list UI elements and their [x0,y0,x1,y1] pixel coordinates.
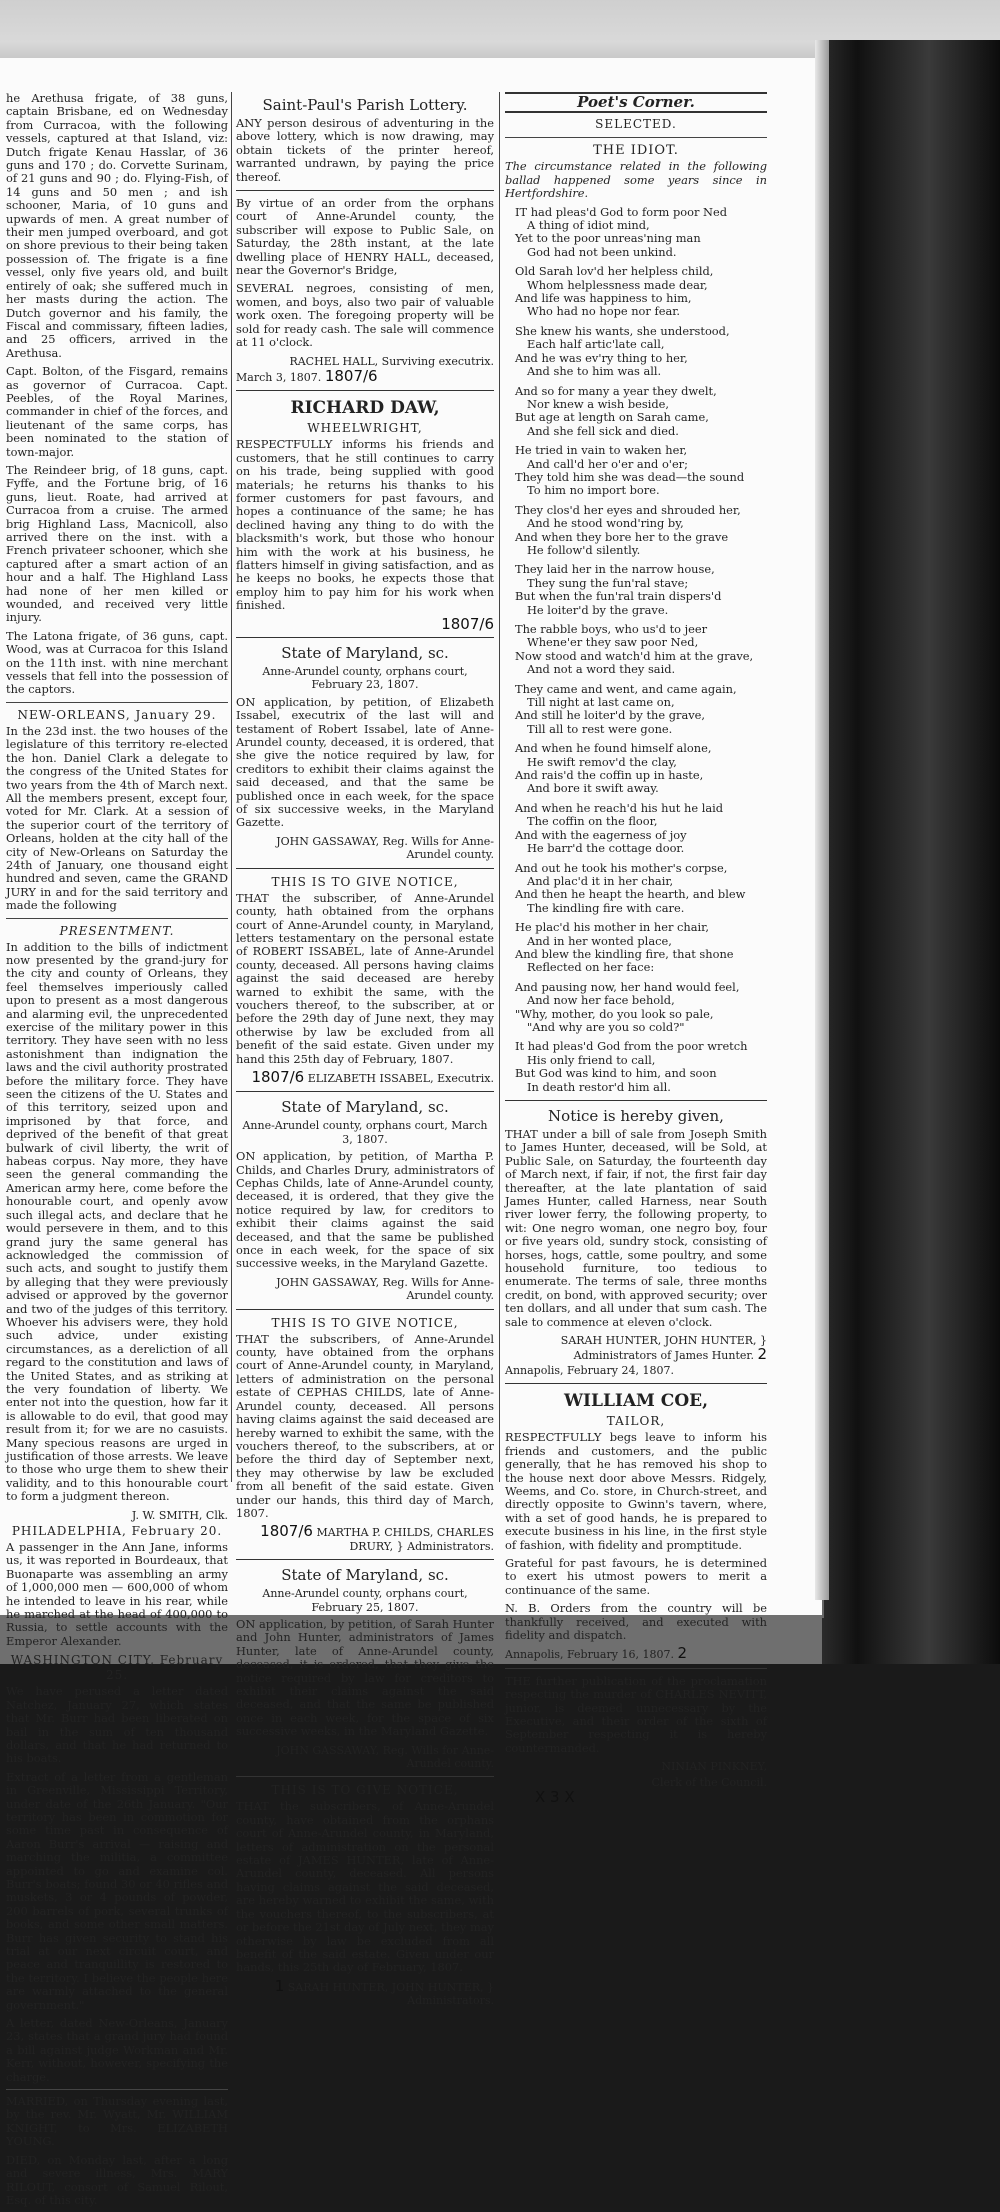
poem-title: THE IDIOT. [593,143,679,159]
poem-line: They told him she was dead—the sound [515,469,745,484]
coe-name: WILLIAM COE, [563,1391,709,1412]
poem-line: But God was kind to him, and soon [515,1066,717,1081]
hunter-sale-title: Notice is hereby given, [548,1107,724,1125]
poem-line: And not a word they said. [527,662,676,677]
poem-line: And bore it swift away. [527,781,659,796]
poem-line: It had pleas'd God from the poor wretch [515,1039,748,1054]
poem-line: And pausing now, her hand would feel, [515,979,740,994]
dateline-washington: WASHINGTON CITY, February 25. [10,1653,224,1683]
coe-handwritten-note: 2 [677,1644,687,1663]
poem-line: And rais'd the coffin up in haste, [515,768,704,783]
coe-text-nb: N. B. Orders from the country will be thankfully received, and executed with fidelity and dispatch. [505,1601,767,1642]
poem-line: He follow'd silently. [527,542,641,557]
poem-line: He plac'd his mother in her chair, [515,920,709,935]
dateline-new-orleans: NEW-ORLEANS, January 29. [17,707,217,722]
column-rule-2 [499,92,500,1482]
poem-line: Reflected on her face: [527,960,655,975]
bottom-handwritten-marks: X 3 X [535,1788,575,1807]
column-middle [236,92,494,2010]
notice3-title: THIS IS TO GIVE NOTICE, [271,1783,459,1798]
poem-line: Whene'er they saw poor Ned, [527,635,699,650]
poem-line: They sung the fun'ral stave; [527,575,689,590]
daw-text: RESPECTFULLY informs his friends and customers, that he still continues to carry on his trade, being supplied with good materials; he returns his thanks to his former customers for past favours, and hopes a continuance of the same; he has declined having any thing to do with the blacksmith's work, but those who honour him with the work at his business, he flatters himself in giving satisfaction, and as he keeps no books, he expects those that employ him to pay him for his work when finished. [236,437,494,613]
md3-text: ON application, by petition, of Sarah Hunter and John Hunter, administrators of James Hunter, late of Anne-Arundel county, deceased, it is ordered, that they give the notice required by law for creditors to exhibit their claims against the said deceased, and that the same be published once in each week, for the space of six successive weeks, in the Maryland Gazette. [236,1616,494,1739]
presentment-signature: J. W. SMITH, Clk. [131,1508,228,1522]
poem-line: His only friend to call, [527,1052,656,1067]
proclamation-signature-name: NINIAN PINKNEY, [661,1760,767,1774]
poem-line: He loiter'd by the grave. [527,602,669,617]
md2-date: Anne-Arundel county, orphans court, March 3, 1807. [242,1119,488,1146]
lottery-text: ANY person desirous of adventuring in the above lottery, which is now drawing, may obtain tickets of the printer hereof, warranted undrawn, by paying the price thereof. [236,116,494,184]
hall-sale-order: By virtue of an order from the orphans court of Anne-Arundel county, the subscriber will expose to Public Sale, on Saturday, the 28th instant, at the late dwelling place of HENRY HALL, deceased, near the Governor's Bridge, [236,196,494,278]
coe-trade: TAILOR, [606,1414,666,1429]
poem-line: Each half artic'late call, [527,337,665,352]
notice-married: MARRIED, on Thursday evening last, by the rev. Mr. Wyatt, Mr. WILLIAM KNIGHT, to Mrs. ELIZABETH YOUNG. [6,2094,228,2149]
poem-line: And now her face behold, [527,993,675,1008]
poem-line: He tried in vain to waken her, [515,443,688,458]
poem-line: She knew his wants, she understood, [515,323,730,338]
poem-line: And call'd her o'er and o'er; [527,456,688,471]
poem-line: Whom helplessness made dear, [527,277,708,292]
poem-line: But when the fun'ral train dispers'd [515,589,722,604]
poem-line: Now stood and watch'd him at the grave, [515,648,754,663]
presentment-text: In addition to the bills of indictment now presented by the grand-jury for the city and county of Orleans, they feel themselves imperiously called upon to present as a most dangerous and alarming evil, the unprecedented exercise of the military power in this territory. They have seen with no less astonishment than indignation the laws and the civil authority prostrated before the military force. They have seen the citizens of the U. States and of this territory, seized upon and imprisoned by that force, and deprived of the benefit of that great bulwark of civil liberty, the writ of habeas corpus. Nay more, they have seen the general commanding the American army here, come before the honourable court, and openly avow such illegal acts, and declare that he would persevere in them, and to this grand jury the same general has acknowledged the commission of such acts, and sought to justify them by alleging that they were previously advised or approved by the governor and two of the judges of this territory. Whoever his advisers were, they hold such advice, under existing circumstances, as a dereliction of all regard to the constitution and laws of the United States, and as striking at the very foundation of liberty. We enter not into the question, how far it is allowable to do evil, that good may result from it; for we are no casuists. Many specious reasons are urged in justification of those arrests. We leave to those who urge them to shew their validity, and to this honourable court to form a judgment thereon. [6,939,228,1504]
poem-line: And he stood wond'ring by, [527,516,684,531]
hall-sale-text: SEVERAL negroes, consisting of men, women, and boys, also two pair of valuable work oxen. The foregoing property will be sold for ready cash. The sale will commence at 11 o'clock. [236,281,494,350]
column-rule-1 [231,92,232,1482]
issabel-handwritten-note: 1807/6 [251,1067,305,1086]
poem-line: Yet to the poor unreas'ning man [515,231,701,246]
news-new-orleans: In the 23d inst. the two houses of the legislature of this territory re-elected the hon. Daniel Clark a delegate to the congress of the United States for two years from the 4th of March next. All the members present, except four, voted for Mr. Clark. At a session of the superior court of the territory of Orleans, holden at the city hall of the city of New-Orleans on Saturday the 24th of January, one thousand eight hundred and seven, came the GRAND JURY in and for the said territory and made the following [6,723,228,913]
poem-line: They laid her in the narrow house, [515,562,715,577]
md2-signature: JOHN GASSAWAY, Reg. Wills for Anne-Arundel county. [276,1275,494,1303]
poem-line: God had not been unkind. [527,244,677,259]
coe-text-gratitude: Grateful for past favours, he is determined to exert his utmost powers to merit a continuance of the same. [505,1555,767,1597]
poem-line: They clos'd her eyes and shrouded her, [515,502,741,517]
hunter-handwritten-note: 2 [757,1344,767,1363]
poem-line: The rabble boys, who us'd to jeer [515,622,708,636]
childs-handwritten-note: 1807/6 [260,1522,313,1541]
md2-text: ON application, by petition, of Martha P. Childs, and Charles Drury, administrators of Cephas Childs, late of Anne-Arundel county, deceased, it is ordered, that they give the notice required by law, for creditors to exhibit their claims against the said deceased, and that the same be published once in each week, for the space of six successive weeks, in the Maryland Gazette. [236,1149,494,1271]
news-bolton: Capt. Bolton, of the Fisgard, remains as governor of Curracoa. Capt. Peebles, of the Royal Marines, commander in chief of the forces, and lieutenant of the same corps, has been nominated to the station of town-major. [6,364,228,459]
poem-line: And blew the kindling fire, that shone [515,946,734,961]
md3-signature: JOHN GASSAWAY, Reg. Wills for Anne-Arundel county. [276,1743,494,1771]
poem-line: And out he took his mother's corpse, [515,860,728,875]
poem-line: Who had no hope nor fear. [527,304,681,319]
md2-title: State of Maryland, sc. [281,1098,449,1117]
page-edge [815,40,829,1600]
column-right [505,92,767,1807]
poem-line: He swift remov'd the clay, [527,754,677,769]
poem-line: And when he found himself alone, [515,741,712,756]
md1-signature: JOHN GASSAWAY, Reg. Wills for Anne-Arundel county. [276,834,494,862]
notice2-text: THAT the subscribers, of Anne-Arundel county, have obtained from the orphans court of Anne-Arundel county, in Maryland, letters of administration on the personal estate of CEPHAS CHILDS, late of Anne-Arundel county, deceased. All persons having claims against the said deceased are hereby warned to exhibit the same, with the vouchers thereof, to the subscribers, at or before the third day of September next, they may otherwise by law be excluded from all benefit of the said estate. Given under our hands, this third day of March, 1807. [236,1331,494,1520]
notice3-text: THAT the subscribers, of Anne-Arundel county, have obtained from the orphans court of Anne-Arundel county, in Maryland, letters of administration on the personal estate of JAMES HUNTER, late of Anne-Arundel county, deceased. All persons having claims against the said deceased, are hereby warned to exhibit the same, with the vouchers thereof, to the subscribers, at or before the 21st day of July next, they may otherwise by law be excluded from all benefit of the said estate. Given under our hands, this 25th day of February, 1807. [236,1799,494,1975]
poem-line: In death restor'd him all. [527,1079,671,1094]
hunter-sale-date: Annapolis, February 24, 1807. [505,1363,674,1377]
notice1-title: THIS IS TO GIVE NOTICE, [271,874,459,889]
poem-line: To him no import bore. [527,483,660,498]
notice-died: DIED, on Monday last, after a long and severe illness, Mrs. MARY RILOUT, consort of Samuel Rilout, Esq. of this city. [6,2152,228,2207]
hunter-sale-text: THAT under a bill of sale from Joseph Smith to James Hunter, deceased, will be Sold, at Public Sale, on Saturday, the fourteenth day of March next, if fair, if not, the first fair day thereafter, at the late plantation of said James Hunter, called Harness, near South river lower ferry, the following property, to wit: One negro woman, one negro boy, four or five years old, sundry stock, consisting of horses, hogs, cattle, some poultry, and some household furniture, too tedious to enumerate. The terms of sale, three months credit, on bond, with approved security; over ten dollars, and all under that sum cash. The sale to commence at eleven o'clock. [505,1127,767,1329]
notice3-signature: 1 SARAH HUNTER, JOHN HUNTER, } Administrators. [274,1976,494,2008]
coe-text: RESPECTFULLY begs leave to inform his friends and customers, and the public generally, that he has removed his shop to the house next door above Messrs. Ridgely, Weems, and Co. store, in Church-street, and directly opposite to Gwinn's tavern, where, with a set of good hands, he is prepared to execute business in his line, in the first style of fashion, with fidelity and promptitude. [505,1430,767,1552]
poem-line: And still he loiter'd by the grave, [515,708,706,723]
proclamation-text: THE further publication of the proclamation respecting the murder of CHARLES NEVITT, junior, is deemed unnecessary by the Executive, and their order of the sixth of September respecting it is hereby countermanded. [505,1673,767,1755]
poem-line: And she fell sick and died. [527,423,679,438]
poem-line: And life was happiness to him, [515,291,692,306]
poem-line: A thing of idiot mind, [527,218,650,233]
poem-line: And when they bore her to the grave [515,529,729,544]
hunter-sale-signature: SARAH HUNTER, JOHN HUNTER, } Administrators of James Hunter. 2 [560,1334,767,1363]
news-arethusa: he Arethusa frigate, of 38 guns, captain Brisbane, ed on Wednesday from Curracoa, with the following vessels, captured at that Island, viz: Dutch frigate Kenau Hasslar, of 36 guns and 170 ; do. Corvette Surinam, of 21 guns and 90 ; do. Flying-Fish, of 14 guns and 50 men ; and ish schooner, Maria, of 10 guns and upwards of men. A great number of their men jumped overboard, and got on shore previous to their being taken possession of. The frigate is a fine vessel, only five years old, and built entirely of oak; she suffered much in her masts during the action. The Dutch governor and his family, the Fiscal and commissary, fifteen ladies, and 25 officers, arrived in the Arethusa. [6,91,228,360]
poem-line: And plac'd it in her chair, [527,873,674,888]
dateline-philadelphia: PHILADELPHIA, February 20. [11,1524,223,1539]
poem-line: And then he heapt the hearth, and blew [515,887,746,902]
proclamation-signature-title: Clerk of the Council. [651,1775,767,1789]
daw-handwritten-note: 1807/6 [441,614,494,633]
poem-line: "And why are you so cold?" [527,1019,685,1034]
poem-line: And she to him was all. [527,364,662,379]
md1-date: Anne-Arundel county, orphans court, February 23, 1807. [262,665,468,692]
poem-line: Till all to rest were gone. [527,721,673,736]
poets-corner-banner: Poet's Corner. [505,92,767,113]
lottery-title: Saint-Paul's Parish Lottery. [262,96,468,114]
poem-line: And in her wonted place, [527,933,672,948]
daw-trade: WHEELWRIGHT, [307,421,423,436]
coe-date: Annapolis, February 16, 1807. 2 [505,1644,687,1663]
poem-line: Till night at last came on, [527,695,675,710]
poem-line: And he was ev'ry thing to her, [515,350,688,365]
poem-line: But age at length on Sarah came, [515,410,709,425]
hall-date: March 3, 1807. 1807/6 [236,366,378,385]
poem-line: IT had pleas'd God to form poor Ned [515,204,728,219]
poem-line: Nor knew a wish beside, [527,396,670,411]
news-philadelphia: A passenger in the Ann Jane, informs us, it was reported in Bourdeaux, that Buonaparte was assembling an army of 1,000,000 men — 600,000 of whom he intended to leave in his rear, while he marched at the head of 400,000 to Russia, to settle accounts with the Emperor Alexander. [6,1540,228,1648]
md3-date: Anne-Arundel county, orphans court, February 25, 1807. [262,1587,468,1614]
news-reindeer: The Reindeer brig, of 18 guns, capt. Fyffe, and the Fortune brig, of 16 guns, lieut. Roate, had arrived at Curracoa from a cruise. The armed brig Highland Lass, Macnicoll, also arrived there on the inst. with a French privateer schooner, which she captured after a smart action of an hour and a half. The Highland Lass had none of her men killed or wounded, and received very little injury. [6,462,228,625]
news-washington-burr: We have perused a letter dated Natchez, January 27, which states that Mr. Burr had been liberated on bail in the sum of ten thousand dollars, and that he had returned to his boats. [6,1684,228,1766]
notice2-title: THIS IS TO GIVE NOTICE, [271,1315,459,1330]
hall-signature: RACHEL HALL, Surviving executrix. [289,354,494,368]
poem-line: He barr'd the cottage door. [527,841,685,856]
news-grand-jury: A letter, dated New-Orleans, January 23, states that a grand jury had found a bill against judge Workman and Mr. Kerr, without, however, specifying the charge. [6,2016,228,2084]
poem-line: And with the eagerness of joy [515,827,687,842]
selected-label: SELECTED. [595,117,677,132]
poem-intro: The circumstance related in the following ballad happened some years since in Hertfordshire. [505,159,767,201]
poem-body [515,206,767,1094]
book-binding [822,40,1000,1664]
hall-handwritten-note: 1807/6 [324,366,378,385]
news-latona: The Latona frigate, of 36 guns, capt. Wood, was at Curracoa for this Island on the 11th inst. with nine merchant vessels that fell into the possession of the captors. [6,628,228,697]
column-left [6,92,228,2212]
poem-line: And when he reach'd his hut he laid [515,800,724,815]
daw-name: RICHARD DAW, [290,398,440,419]
heading-presentment: PRESENTMENT. [59,923,175,938]
poem-line: The coffin on the floor, [527,814,658,829]
notice2-signature: 1807/6 MARTHA P. CHILDS, CHARLES DRURY, } Administrators. [260,1522,494,1553]
poem-line: Old Sarah lov'd her helpless child, [515,264,714,279]
poem-line: "Why, mother, do you look so pale, [515,1006,714,1021]
notice1-text: THAT the subscriber, of Anne-Arundel county, hath obtained from the orphans court of Anne-Arundel county, in Maryland, letters testamentary on the personal estate of ROBERT ISSABEL, late of Anne-Arundel county, deceased. All persons having claims against the said deceased are hereby warned to exhibit the same, with the vouchers thereof, to the subscriber, at or before the 29th day of June next, they may otherwise by law be excluded from all benefit of the said estate. Given under my hand this 25th day of February, 1807. [236,890,494,1066]
gassaway-handwritten-note: 1 [274,1976,285,1995]
poem-line: The kindling fire with care. [527,900,685,915]
md1-text: ON application, by petition, of Elizabeth Issabel, executrix of the last will and testament of Robert Issabel, late of Anne-Arundel county, deceased, it is ordered, that she give the notice required by law, for creditors to exhibit their claims against the said deceased, and that the same be published once in each week, for the space of six successive weeks, in the Maryland Gazette. [236,694,494,830]
poem-line: They came and went, and came again, [515,681,737,696]
news-greenville-letter: Extract of a letter from a gentleman in Greenville, Mississippi Territory, under date of the 26th January. "Our territory has been in commotion for some time past in consequence of Aaron Burr's arrival — raising and marching the militia, a committee appointed to go and examine col. Burr's boats; found 30 or 40 rifles and muskets, 3 or 4 pounds of powder, 200 barrels of pork, several trunks of books, and some other small matters. Burr has given security to stand his trial at our next circuit court, and peace and tranquillity is restored to the territory. I believe the people here are warmly attached to the general government." [6,1769,228,2012]
md3-title: State of Maryland, sc. [281,1566,449,1585]
poem-line: And so for many a year they dwelt, [515,383,717,398]
notice1-signature: 1807/6 ELIZABETH ISSABEL, Executrix. [251,1067,494,1086]
md1-title: State of Maryland, sc. [281,644,449,662]
